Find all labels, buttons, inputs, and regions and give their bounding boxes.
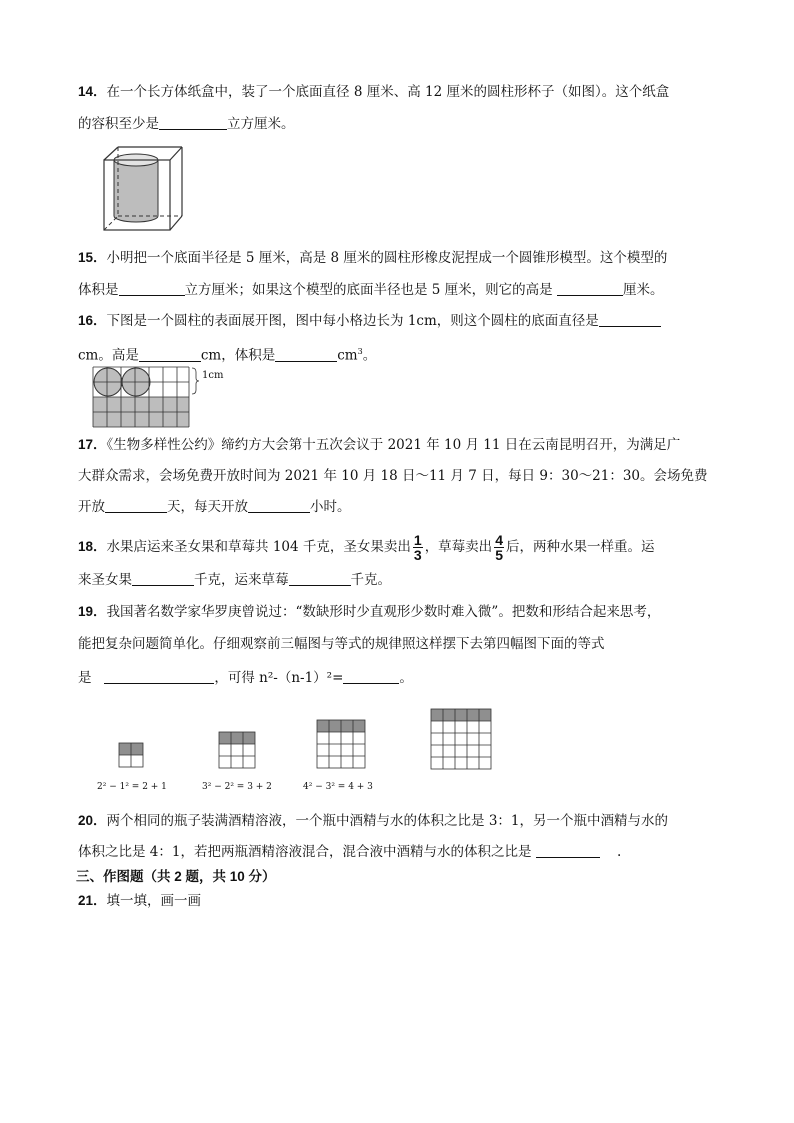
q14-line1: 14．在一个长方体纸盒中，装了一个底面直径 8 厘米、高 12 厘米的圆柱形杯子（如图）。这个纸盒: [78, 84, 670, 100]
q19-line3: 是 ，可得 n²-（n-1）²= 。: [78, 670, 413, 686]
grid-unit-label: 1cm: [202, 370, 224, 381]
pattern-grid-4: [430, 708, 494, 772]
pattern-equation-3: 4² − 3² = 4 + 3: [303, 782, 373, 792]
q15-line2: 体积是 立方厘米；如果这个模型的底面半径也是 5 厘米，则它的高是 厘米。: [78, 282, 664, 298]
q15-answer-blank-2[interactable]: [557, 282, 623, 296]
fraction-one-third: $\frac{1}{3}$: [413, 532, 422, 563]
q16-answer-blank-1[interactable]: [599, 313, 661, 327]
q19-number: 19．: [78, 604, 107, 619]
pattern-equation-1: 2² − 1² = 2 + 1: [97, 782, 167, 792]
cylinder-in-box-figure: [100, 144, 186, 234]
q20-line2: 体积之比是 4：1，若把两瓶酒精溶液混合，混合液中酒精与水的体积之比是 .: [78, 844, 622, 860]
q21-number: 21．: [78, 893, 107, 908]
q15-number: 15．: [78, 250, 107, 265]
q20-line1: 20．两个相同的瓶子装满酒精溶液，一个瓶中酒精与水的体积之比是 3：1，另一个瓶中酒精与水的: [78, 813, 668, 829]
q16-answer-blank-2[interactable]: [139, 348, 201, 362]
q14-line2: 的容积至少是 立方厘米。: [78, 116, 295, 132]
q19-line2: 能把复杂问题简单化。仔细观察前三幅图与等式的规律照这样摆下去第四幅图下面的等式: [78, 636, 605, 652]
q18-answer-blank-1[interactable]: [132, 572, 194, 586]
q21-line: 21．填一填，画一画: [78, 893, 202, 909]
q16-line1: 16．下图是一个圆柱的表面展开图，图中每小格边长为 1cm，则这个圆柱的底面直径是: [78, 313, 661, 329]
q18-number: 18．: [78, 539, 107, 554]
q18-line2: 来圣女果 千克，运来草莓 千克。: [78, 572, 391, 588]
q19-answer-blank-1[interactable]: [104, 670, 214, 684]
pattern-grid-2: [218, 731, 258, 771]
brace-icon: [192, 368, 199, 394]
q20-answer-blank[interactable]: [536, 844, 600, 858]
fraction-four-fifths: $\frac{4}{5}$: [495, 532, 503, 563]
q17-answer-blank-1[interactable]: [105, 499, 167, 513]
q15-answer-blank-1[interactable]: [119, 282, 185, 296]
q19-line1: 19．我国著名数学家华罗庚曾说过：“数缺形时少直观形少数时难入微”。把数和形结合起来思考，: [78, 604, 661, 620]
pattern-grid-1: [118, 742, 146, 770]
q17-answer-blank-2[interactable]: [248, 499, 310, 513]
q15-line1: 15．小明把一个底面半径是 5 厘米，高是 8 厘米的圆柱形橡皮泥捏成一个圆锥形模型。这个模型的: [78, 250, 668, 266]
q16-answer-blank-3[interactable]: [275, 348, 337, 362]
q18-answer-blank-2[interactable]: [289, 572, 351, 586]
cylinder-body: [114, 160, 158, 216]
pattern-grid-3: [316, 719, 368, 771]
q20-number: 20．: [78, 813, 107, 828]
q14-number: 14．: [78, 84, 107, 99]
pattern-equation-2: 3² − 2² = 3 + 2: [202, 782, 272, 792]
q18-line1: 18．水果店运来圣女果和草莓共 104 千克，圣女果卖出 $\frac{1}{3}$ ，草莓卖出 $\frac{4}{5}$ 后，两种水果一样重。运: [78, 532, 655, 563]
section-3-heading: 三、作图题（共 2 题，共 10 分）: [76, 869, 276, 884]
q14-answer-blank[interactable]: [159, 116, 227, 130]
q16-number: 16．: [78, 313, 107, 328]
q16-line2: cm。高是 cm，体积是 $cm^3$。: [78, 347, 377, 364]
q17-line2: 大群众需求，会场免费开放时间为 2021 年 10 月 18 日～11 月 7 日，每日 9：30～21：30。会场免费: [78, 468, 708, 484]
q17-number: 17．: [78, 437, 107, 452]
q17-line3: 开放 天，每天开放 小时。: [78, 499, 351, 515]
q19-answer-blank-2[interactable]: [343, 670, 399, 684]
q17-line1: 17．《生物多样性公约》缔约方大会第十五次会议于 2021 年 10 月 11 日在云南昆明召开，为满足广: [78, 437, 681, 453]
